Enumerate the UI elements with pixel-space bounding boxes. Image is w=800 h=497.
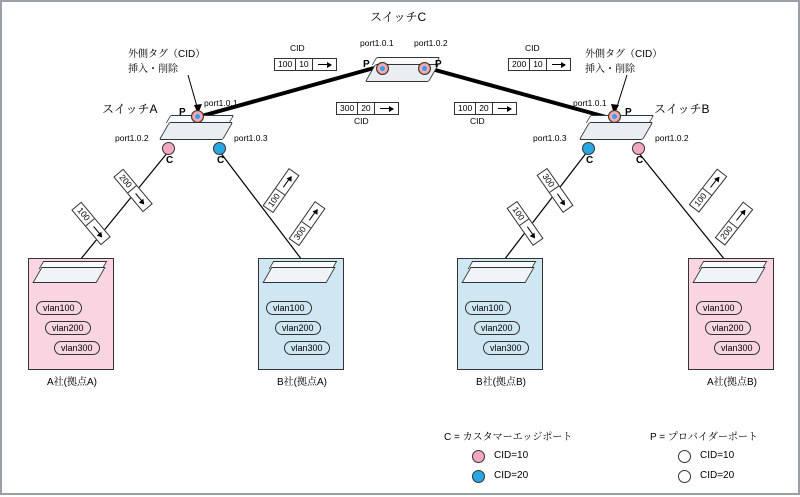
switch-a-body — [159, 122, 233, 140]
frame-c-right-bottom-cid: 20 — [476, 103, 492, 114]
switch-a-port-1-0-2-label: port1.0.2 — [115, 133, 149, 143]
host-b-site-a-vlan-0: vlan100 — [266, 301, 312, 315]
switch-b-port-1-0-3-letter: C — [586, 155, 594, 166]
switch-c-port-1-0-2-label: port1.0.2 — [414, 38, 448, 48]
frame-c-right-top-arrow-icon — [547, 59, 570, 70]
frame-c-right-top-cid-caption: CID — [525, 43, 540, 53]
frame-c-left-top-outer: 100 — [275, 59, 296, 70]
switch-a-port-1-0-2-letter: C — [166, 155, 174, 166]
switch-a-port-1-0-1[interactable] — [191, 110, 204, 123]
legend-customer-dot-cid20 — [472, 470, 485, 483]
annotation-left-line2: 挿入・削除 — [128, 64, 178, 75]
host-a-site-b-vlan-1: vlan200 — [705, 321, 751, 335]
switch-b-port-1-0-1[interactable] — [608, 110, 621, 123]
host-a-site-a-label: A社(拠点A) — [47, 377, 97, 388]
frame-a-edge-left-1-vid: 200 — [115, 170, 137, 193]
frame-c-left-bottom-outer: 300 — [337, 103, 358, 114]
frame-b-edge-left-1-vid: 300 — [538, 169, 559, 193]
frame-c-left-top-cid: 10 — [296, 59, 312, 70]
host-a-site-a-device — [32, 267, 105, 283]
frame-c-right-bottom-arrow-icon — [493, 103, 516, 114]
host-b-site-b-vlan-1: vlan200 — [474, 321, 520, 335]
legend-provider-title: P = プロバイダーポート — [650, 432, 758, 443]
frame-c-right-bottom — [454, 102, 517, 115]
switch-a-port-1-0-1-letter: P — [179, 107, 186, 118]
switch-a-port-1-0-1-label: port1.0.1 — [204, 98, 238, 108]
switch-c-title: スイッチC — [370, 10, 427, 24]
switch-b-port-1-0-2-letter: C — [636, 155, 644, 166]
annotation-left-line1: 外側タグ（CID） — [128, 49, 206, 60]
annotation-right-line1: 外側タグ（CID） — [585, 49, 663, 60]
frame-c-right-top-cid: 10 — [530, 59, 546, 70]
switch-a-port-1-0-3[interactable] — [213, 142, 226, 155]
switch-c-port-1-0-2-letter: P — [435, 59, 442, 70]
host-b-site-a-label: B社(拠点A) — [277, 377, 327, 388]
annotation-right-line2: 挿入・削除 — [585, 64, 635, 75]
switch-c-port-1-0-2[interactable] — [418, 62, 431, 75]
host-a-site-b-label: A社(拠点B) — [707, 377, 757, 388]
frame-c-left-top-arrow-icon — [313, 59, 336, 70]
legend-provider-label-cid20: CID=20 — [700, 470, 735, 481]
host-b-site-b-vlan-2: vlan300 — [483, 341, 529, 355]
host-b-site-b-label: B社(拠点B) — [476, 377, 526, 388]
frame-a-edge-right-1-vid: 100 — [264, 188, 285, 212]
host-a-site-a-vlan-2: vlan300 — [54, 341, 100, 355]
switch-b-port-1-0-1-letter: P — [625, 107, 632, 118]
legend-customer-label-cid10: CID=10 — [494, 450, 529, 461]
frame-a-edge-right-2-vid: 300 — [290, 221, 311, 245]
frame-b-edge-left-2-vid: 100 — [508, 202, 529, 226]
host-b-site-a-vlan-1: vlan200 — [275, 321, 321, 335]
host-a-site-a-vlan-1: vlan200 — [45, 321, 91, 335]
legend-provider-dot-cid20 — [678, 470, 691, 483]
switch-b-port-1-0-1-label: port1.0.1 — [573, 98, 607, 108]
switch-b-title: スイッチB — [654, 102, 710, 116]
host-a-site-b-device — [692, 267, 765, 283]
host-a-site-b — [688, 258, 774, 370]
legend-provider-label-cid10: CID=10 — [700, 450, 735, 461]
frame-c-left-top-cid-caption: CID — [290, 43, 305, 53]
frame-c-left-bottom-cid-caption: CID — [354, 116, 369, 126]
host-b-site-b — [457, 258, 543, 370]
switch-b-body — [579, 122, 653, 140]
frame-b-edge-right-2-vid: 200 — [716, 221, 738, 244]
switch-c-port-1-0-1-label: port1.0.1 — [360, 38, 394, 48]
host-a-site-a — [28, 258, 114, 370]
frame-c-right-bottom-outer: 100 — [455, 103, 476, 114]
switch-a-title: スイッチA — [102, 102, 158, 116]
switch-c-port-1-0-1-letter: P — [363, 59, 370, 70]
switch-a-port-1-0-2[interactable] — [162, 142, 175, 155]
switch-b-port-1-0-3[interactable] — [582, 142, 595, 155]
frame-c-right-top-outer: 200 — [509, 59, 530, 70]
frame-c-right-top — [508, 58, 571, 71]
switch-b-port-1-0-2[interactable] — [632, 142, 645, 155]
frame-a-edge-left-2-vid: 100 — [73, 203, 95, 226]
frame-c-left-bottom-arrow-icon — [375, 103, 398, 114]
host-b-site-a — [258, 258, 344, 370]
legend-provider-dot-cid10 — [678, 450, 691, 463]
frame-c-right-bottom-cid-caption: CID — [470, 116, 485, 126]
switch-b-port-1-0-3-label: port1.0.3 — [533, 133, 567, 143]
host-a-site-a-vlan-0: vlan100 — [36, 301, 82, 315]
switch-a-port-1-0-3-label: port1.0.3 — [234, 133, 268, 143]
host-a-site-b-vlan-2: vlan300 — [714, 341, 760, 355]
host-b-site-b-device — [461, 267, 534, 283]
frame-b-edge-right-1-vid: 100 — [690, 188, 712, 211]
legend-customer-label-cid20: CID=20 — [494, 470, 529, 481]
frame-c-left-bottom — [336, 102, 399, 115]
legend-customer-dot-cid10 — [472, 450, 485, 463]
host-b-site-a-vlan-2: vlan300 — [284, 341, 330, 355]
switch-a-port-1-0-3-letter: C — [217, 155, 225, 166]
switch-b-port-1-0-2-label: port1.0.2 — [655, 133, 689, 143]
frame-c-left-bottom-cid: 20 — [358, 103, 374, 114]
switch-c-port-1-0-1[interactable] — [376, 62, 389, 75]
host-a-site-b-vlan-0: vlan100 — [696, 301, 742, 315]
legend-customer-title: C = カスタマーエッジポート — [444, 432, 573, 443]
frame-c-left-top — [274, 58, 337, 71]
host-b-site-b-vlan-0: vlan100 — [465, 301, 511, 315]
host-b-site-a-device — [262, 267, 335, 283]
